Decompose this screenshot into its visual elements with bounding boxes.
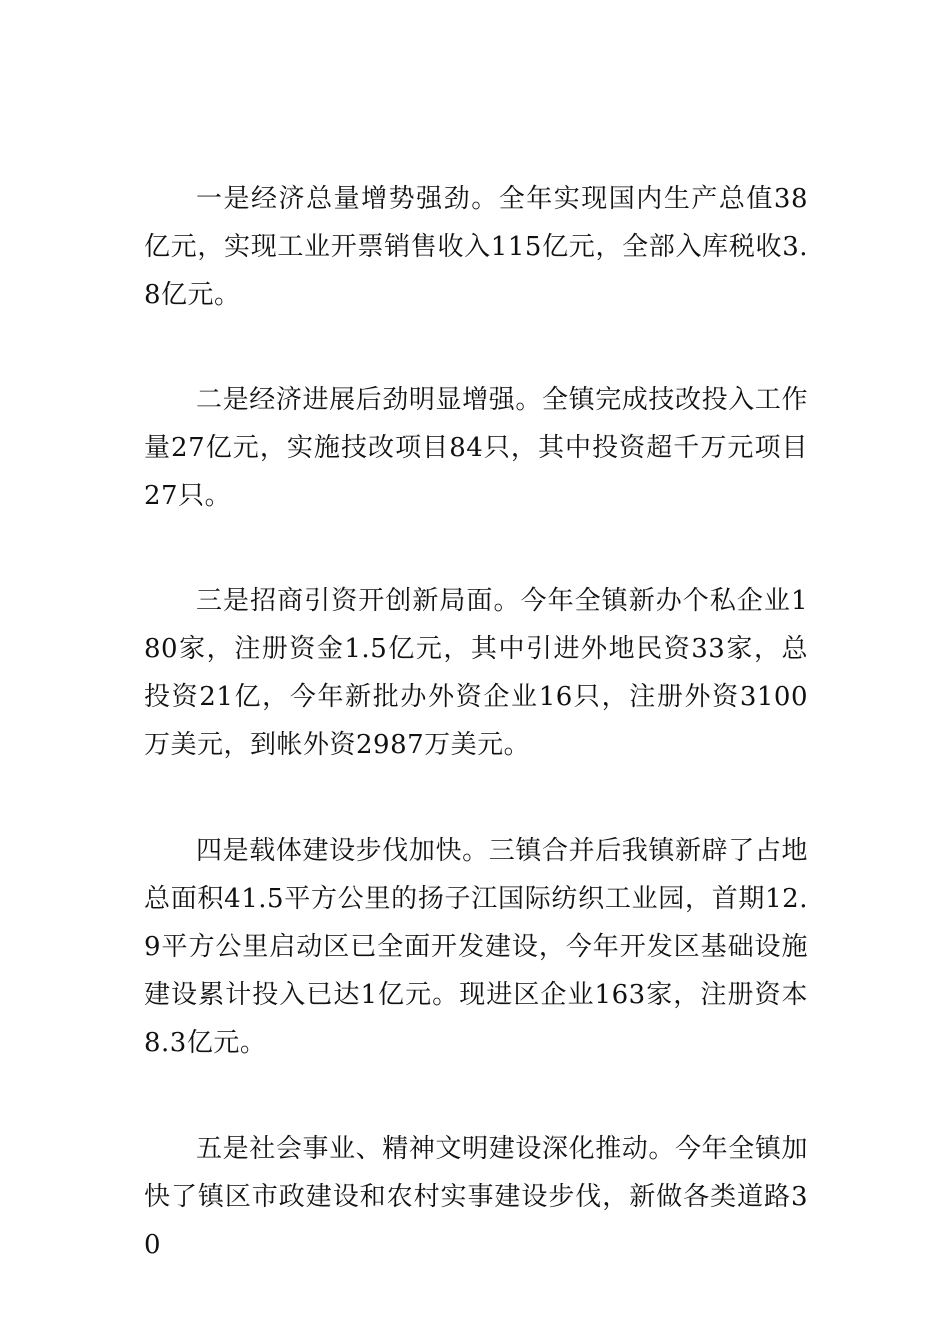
paragraph-investment-attraction: 三是招商引资开创新局面。今年全镇新办个私企业180家，注册资金1.5亿元，其中引进外地民资33家，总投资21亿，今年新批办外资企业16只，注册外资3100万美元，到帐外资2987万美元。 — [144, 586, 808, 760]
paragraph-social-undertakings: 五是社会事业、精神文明建设深化推动。今年全镇加快了镇区市政建设和农村实事建设步伐，新做各类道路30 — [144, 1134, 808, 1260]
paragraph-economy-total: 一是经济总量增势强劲。全年实现国内生产总值38亿元，实现工业开票销售收入115亿元，全部入库税收3.8亿元。 — [144, 184, 808, 310]
paragraph-development-momentum: 二是经济进展后劲明显增强。全镇完成技改投入工作量27亿元，实施技改项目84只，其中投资超千万元项目27只。 — [144, 385, 808, 511]
paragraph-carrier-construction: 四是载体建设步伐加快。三镇合并后我镇新辟了占地总面积41.5平方公里的扬子江国际纺织工业园，首期12.9平方公里启动区已全面开发建设，今年开发区基础设施建设累计投入已达1亿元。现进区企业163家，注册资本8.3亿元。 — [144, 836, 808, 1058]
